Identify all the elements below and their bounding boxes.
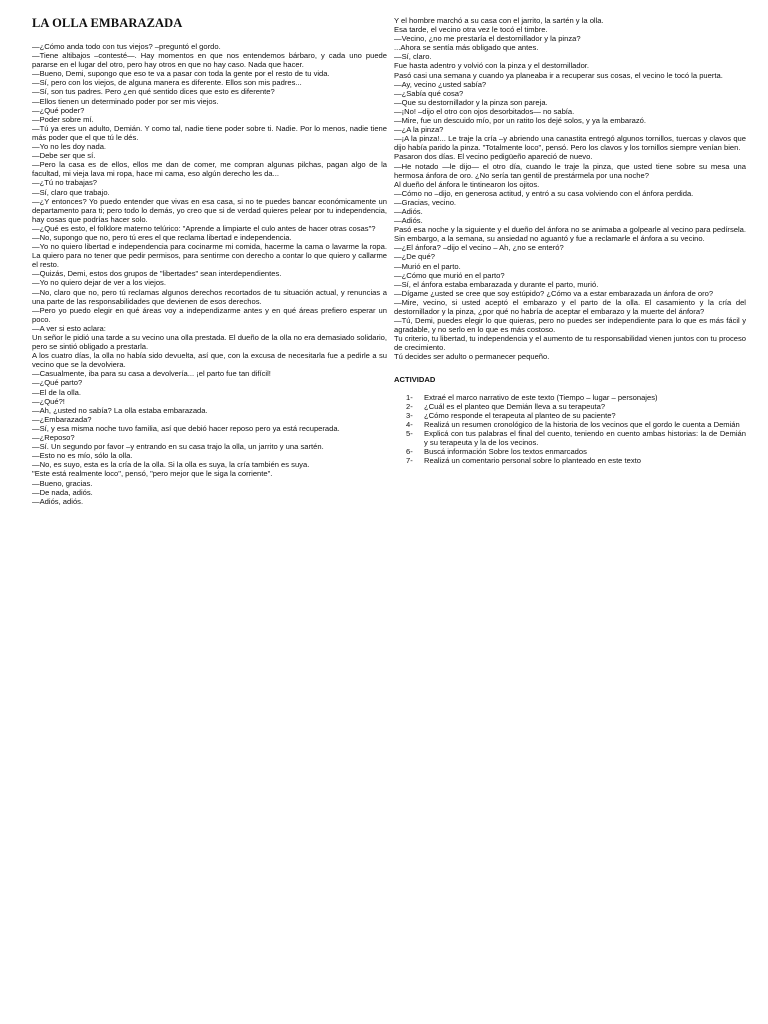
paragraph: —Bueno, gracias. xyxy=(32,478,93,488)
paragraph: —El de la olla. xyxy=(32,387,81,397)
paragraph: A los cuatro días, la olla no había sido devuelta, así que, con la excusa de necesitarla fue a pedirle a su vecino que se la devolviera. xyxy=(32,351,387,370)
paragraph: Esa tarde, el vecino otra vez le tocó el timbre. xyxy=(394,25,548,35)
paragraph: —Ah, ¿usted no sabía? La olla estaba embarazada. xyxy=(32,405,208,415)
paragraph: —Esto no es mío, sólo la olla. xyxy=(32,451,133,461)
paragraph: —Sí, claro que trabajo. xyxy=(32,187,110,197)
paragraph: —Casualmente, iba para su casa a devolvería... ¡el parto fue tan difícil! xyxy=(32,369,271,379)
activity-item xyxy=(394,447,746,456)
activity-item-text: ¿Cuál es el planteo que Demián lleva a su terapeuta? xyxy=(424,401,606,411)
paragraph: —¿Y entonces? Yo puedo entender que vivas en esa casa, si no te puedes bancar económicamente un departamento para ti; pero todo lo demás, yo creo que si de verdad quieres pelear por tu independencia, hay cosas que podrías hacer solo. xyxy=(32,196,387,224)
right-column xyxy=(394,16,746,465)
paragraph: —Quizás, Demi, estos dos grupos de "libertades" sean interdependientes. xyxy=(32,269,282,279)
paragraph: —Cómo no –dijo, en generosa actitud, y entró a su casa volviendo con el ánfora perdida. xyxy=(394,188,694,198)
paragraph: —¿Tú no trabajas? xyxy=(32,178,97,188)
paragraph: —¿Embarazada? xyxy=(32,414,92,424)
paragraph: —Tú ya eres un adulto, Demián. Y como tal, nadie tiene poder sobre ti. Nadie. Por lo menos, nadie tiene más poder que el que tú le dés. xyxy=(32,123,387,142)
activity-item-text: Realizá un comentario personal sobre lo planteado en este texto xyxy=(424,456,641,466)
paragraph: —Mire, vecino, si usted aceptó el embarazo y el parto de la olla. El casamiento y la cría del destornillador y la pinza, ¿por qué no habría de aceptar el embarazo y la muerte del ánfora? xyxy=(394,297,746,316)
paragraph: —¿Qué poder? xyxy=(32,105,85,115)
activity-item-text: ¿Cómo responde el terapeuta al planteo de su paciente? xyxy=(424,410,616,420)
paragraph: —Yo no quiero libertad e independencia para cocinarme mi comida, hacerme la cama o lavarme la ropa. La quiero para no tener que pedir permisos, para sentirme con derecho a contar lo que quiero y callarme el resto. xyxy=(32,242,387,270)
paragraph: —De nada, adiós. xyxy=(32,487,93,497)
paragraph: —Sí. Un segundo por favor –y entrando en su casa trajo la olla, un jarrito y una sartén. xyxy=(32,442,324,452)
activity-item xyxy=(394,420,746,429)
paragraph: —Murió en el parto. xyxy=(394,261,461,271)
paragraph: Tu criterio, tu libertad, tu independencia y el aumento de tu responsabilidad vienen juntos con tu proceso de crecimiento. xyxy=(394,334,746,353)
paragraph: —Mire, fue un descuido mío, por un ratito los dejé solos, y ya la embarazó. xyxy=(394,116,646,126)
paragraph: —¿Qué es esto, el folklore materno telúrico: "Aprende a limpiarte el culo antes de hacer otras cosas"? xyxy=(32,223,376,233)
paragraph: —Yo no les doy nada. xyxy=(32,142,107,152)
paragraph: Pasó casi una semana y cuando ya planeaba ir a recuperar sus cosas, el vecino le tocó la puerta. xyxy=(394,70,723,80)
activity-item-text: Extraé el marco narrativo de este texto (Tiempo – lugar – personajes) xyxy=(424,392,658,402)
paragraph: —He notado —le dijo— el otro día, cuando le traje la pinza, que usted tiene sobre su mesa una hermosa ánfora de oro. ¿No sería tan gentil de prestármela por una noche? xyxy=(394,161,746,180)
paragraph: Y el hombre marchó a su casa con el jarrito, la sartén y la olla. xyxy=(394,16,604,25)
paragraph: —¿Sabía qué cosa? xyxy=(394,88,464,98)
activity-item xyxy=(394,393,746,402)
paragraph: —No, supongo que no, pero tú eres el que reclama libertad e independencia. xyxy=(32,232,292,242)
paragraph: —Bueno, Demi, supongo que eso te va a pasar con toda la gente por el resto de tu vida. xyxy=(32,69,330,79)
activity-item xyxy=(394,411,746,420)
paragraph: Tú decides ser adulto o permanecer pequeño. xyxy=(394,352,550,362)
paragraph: —Sí, son tus padres. Pero ¿en qué sentido dices que esto es diferente? xyxy=(32,87,275,97)
paragraph: —¿Cómo anda todo con tus viejos? –preguntó el gordo. xyxy=(32,42,221,51)
paragraph: —Adiós. xyxy=(394,206,423,216)
paragraph: —¿Reposo? xyxy=(32,433,75,443)
paragraph: —¿Cómo que murió en el parto? xyxy=(394,270,505,280)
paragraph: ...Ahora se sentía más obligado que antes. xyxy=(394,43,539,53)
activity-item-number: 7- xyxy=(406,456,413,466)
paragraph: —¿Qué parto? xyxy=(32,378,83,388)
paragraph: —A ver si esto aclara: xyxy=(32,323,106,333)
paragraph: —¿El ánfora? –dijo el vecino – Ah, ¿no se enteró? xyxy=(394,243,564,253)
right-column-paragraphs xyxy=(394,16,746,362)
paragraph: —¡No! –dijo el otro con ojos desorbitados— no sabía. xyxy=(394,106,575,116)
paragraph: —Sí, el ánfora estaba embarazada y durante el parto, murió. xyxy=(394,279,599,289)
activity-item xyxy=(394,429,746,447)
activity-item-number: 6- xyxy=(406,447,413,457)
left-column-paragraphs xyxy=(32,42,387,506)
activity-heading: ACTIVIDAD xyxy=(394,374,436,384)
paragraph: —Dígame ¿usted se cree que soy estúpido? ¿Cómo va a estar embarazada un ánfora de oro? xyxy=(394,288,714,298)
paragraph: Fue hasta adentro y volvió con la pinza y el destornillador. xyxy=(394,61,590,71)
left-column xyxy=(32,16,387,506)
paragraph: —Poder sobre mí. xyxy=(32,114,94,124)
paragraph: —Ellos tienen un determinado poder por ser mis viejos. xyxy=(32,96,219,106)
paragraph: —Gracias, vecino. xyxy=(394,197,457,207)
document-title: LA OLLA EMBARAZADA xyxy=(32,16,183,30)
activity-item-number: 2- xyxy=(406,401,413,411)
activity-item xyxy=(394,402,746,411)
activity-item-text: Realizá un resumen cronológico de la historia de los vecinos que el gordo le cuenta a Demián xyxy=(424,419,740,429)
paragraph: —No, es suyo, esta es la cría de la olla. Si la olla es suya, la cría también es suya. xyxy=(32,460,310,470)
paragraph: —Pero yo puedo elegir en qué áreas voy a independizarme antes y en qué áreas prefiero esperar un poco. xyxy=(32,305,387,324)
paragraph: Al dueño del ánfora le tintinearon los ojitos. xyxy=(394,179,540,189)
paragraph: —Tú, Demi, puedes elegir lo que quieras, pero no puedes ser independiente para lo que es más fácil y agradable, y no serlo en lo que es más costoso. xyxy=(394,316,746,335)
activity-item xyxy=(394,456,746,465)
activity-item-number: 5- xyxy=(406,429,413,439)
activity-item-text: Buscá información Sobre los textos enmarcados xyxy=(424,447,587,457)
activity-item-number: 1- xyxy=(406,392,413,402)
activity-item-text: Explicá con tus palabras el final del cuento, teniendo en cuento ambas historias: la de Demián y su terapeuta y la de los vecinos. xyxy=(424,429,746,448)
paragraph: "Este está realmente loco", pensó, "pero mejor que le siga la corriente". xyxy=(32,469,273,479)
paragraph: —Sí, claro. xyxy=(394,52,432,62)
paragraph: —¡A la pinza!... Le traje la cría –y abriendo una canastita entregó algunos tornillos, tuercas y clavos que dijo había parido la pinza. "Totalmente loco", pensó. Pero los clavos y los tornillos siempre venían bien. xyxy=(394,134,746,153)
paragraph: —Sí, y esa misma noche tuvo familia, así que debió hacer reposo pero ya está recuperada. xyxy=(32,423,340,433)
paragraph: —Debe ser que sí. xyxy=(32,151,96,161)
paragraph: —Ay, vecino ¿usted sabía? xyxy=(394,79,487,89)
paragraph: —Sí, pero con los viejos, de alguna manera es diferente. Ellos son mis padres... xyxy=(32,78,302,88)
paragraph: —Yo no quiero dejar de ver a los viejos. xyxy=(32,278,166,288)
paragraph: —Adiós. xyxy=(394,216,423,226)
paragraph: —Que su destornillador y la pinza son pareja. xyxy=(394,97,548,107)
paragraph: —¿Qué?! xyxy=(32,396,65,406)
paragraph: Pasó esa noche y la siguiente y el dueño del ánfora no se animaba a golpearle al vecino para pedírsela. Sin embargo, a la semana, su ansiedad no aguantó y fue a reclamarle el ánfora a su vecino. xyxy=(394,225,746,244)
activity-item-number: 3- xyxy=(406,410,413,420)
paragraph: —No, claro que no, pero tú reclamas algunos derechos recortados de tu situación actual, y renuncias a una parte de las responsabilidades que devienen de esos derechos. xyxy=(32,287,387,306)
paragraph: Pasaron dos días. El vecino pedigüeño apareció de nuevo. xyxy=(394,152,593,162)
paragraph: —Tiene altibajos –contesté—. Hay momentos en que nos entendemos bárbaro, y cada uno puede pararse en el lugar del otro, pero hay otros en que no hay caso. Nada que hacer. xyxy=(32,51,387,70)
paragraph: —¿De qué? xyxy=(394,252,435,262)
paragraph: —Adiós, adiós. xyxy=(32,496,84,506)
activity-item-number: 4- xyxy=(406,419,413,429)
paragraph: —Pero la casa es de ellos, ellos me dan de comer, me compran algunas pilchas, pagan algo de la facultad, mi vieja lava mi ropa, hace mi cama, eso algún derecho les da... xyxy=(32,160,387,179)
paragraph: Un señor le pidió una tarde a su vecino una olla prestada. El dueño de la olla no era demasiado solidario, pero se sintió obligado a prestarla. xyxy=(32,333,387,352)
paragraph: —¿A la pinza? xyxy=(394,125,444,135)
activity-list xyxy=(394,393,746,466)
paragraph: —Vecino, ¿no me prestaría el destornillador y la pinza? xyxy=(394,34,581,44)
